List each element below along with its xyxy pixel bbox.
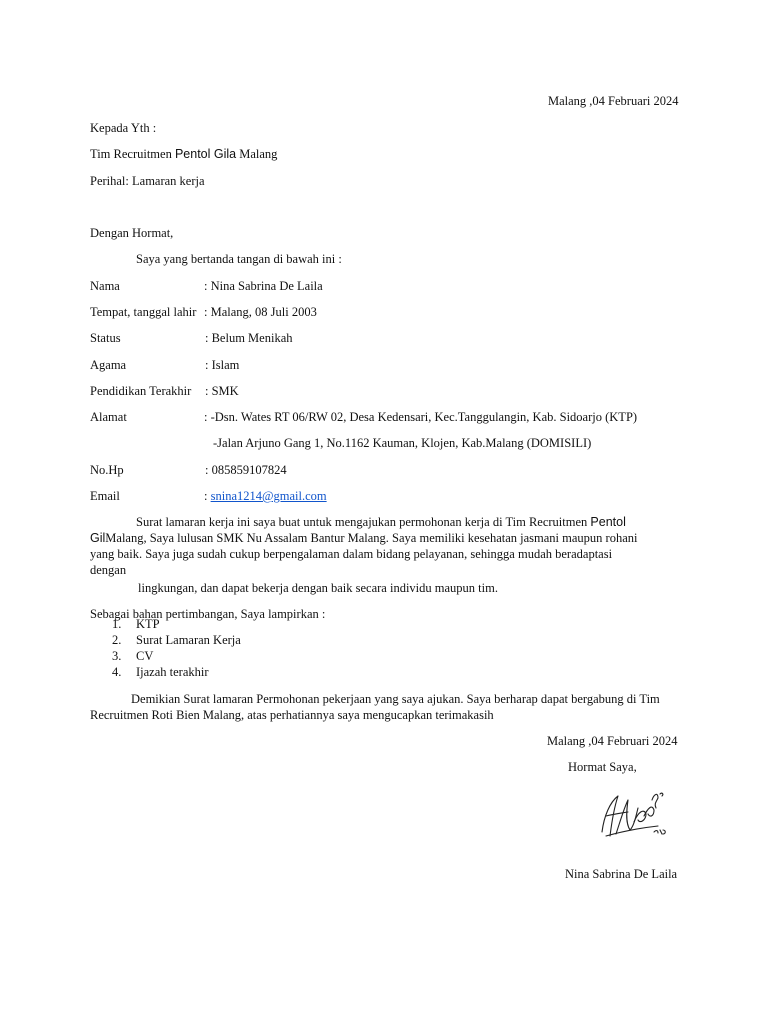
field-value-alamat-domisili: -Jalan Arjuno Gang 1, No.1162 Kauman, Klojen, Kab.Malang (DOMISILI) bbox=[213, 436, 592, 450]
letter-date-top: Malang ,04 Februari 2024 bbox=[548, 94, 679, 108]
field-label-nohp: No.Hp bbox=[90, 463, 124, 477]
field-label-alamat: Alamat bbox=[90, 410, 127, 424]
attachment-item-4: Ijazah terakhir bbox=[136, 665, 209, 679]
letter-intro: Saya yang bertanda tangan di bawah ini : bbox=[136, 252, 342, 266]
attachment-num-4: 4. bbox=[112, 665, 122, 679]
field-value-nohp: : 085859107824 bbox=[205, 463, 287, 477]
letter-subject: Perihal: Lamaran kerja bbox=[90, 174, 205, 188]
recipient-company: Pentol Gila bbox=[174, 147, 237, 161]
field-label-pendidikan: Pendidikan Terakhir bbox=[90, 384, 192, 398]
handwritten-signature bbox=[596, 786, 672, 844]
attachment-num-3: 3. bbox=[112, 649, 122, 663]
field-value-ttl: : Malang, 08 Juli 2003 bbox=[204, 305, 317, 319]
body-line-1-company: Pentol bbox=[590, 515, 626, 529]
field-value-agama: : Islam bbox=[205, 358, 240, 372]
email-link[interactable]: snina1214@gmail.com bbox=[210, 489, 327, 503]
signer-name: Nina Sabrina De Laila bbox=[565, 867, 678, 881]
field-value-alamat-ktp: : -Dsn. Wates RT 06/RW 02, Desa Kedensari, Kec.Tanggulangin, Kab. Sidoarjo (KTP) bbox=[204, 410, 638, 424]
field-value-nama: : Nina Sabrina De Laila bbox=[204, 279, 323, 293]
field-label-ttl: Tempat, tanggal lahir bbox=[90, 305, 197, 319]
attachment-item-3: CV bbox=[136, 649, 154, 663]
regards: Hormat Saya, bbox=[568, 760, 637, 774]
field-label-status: Status bbox=[90, 331, 121, 345]
field-value-email bbox=[204, 489, 327, 504]
field-label-agama: Agama bbox=[90, 358, 127, 372]
attachment-item-2: Surat Lamaran Kerja bbox=[136, 633, 241, 647]
recipient-suffix: Malang bbox=[236, 147, 278, 161]
field-label-email: Email bbox=[90, 489, 120, 503]
body-line-1 bbox=[136, 515, 626, 530]
closing-line-1: Demikian Surat lamaran Permohonan pekerjaan yang saya ajukan. Saya berharap dapat bergabung di Tim bbox=[131, 692, 660, 706]
field-value-status: : Belum Menikah bbox=[205, 331, 293, 345]
attachment-item-1: KTP bbox=[136, 617, 160, 631]
recipient-label: Kepada Yth : bbox=[90, 121, 157, 135]
attachment-num-2: 2. bbox=[112, 633, 122, 647]
attachments-intro: Sebagai bahan pertimbangan, Saya lampirkan : bbox=[90, 607, 326, 621]
body-line-4: dengan bbox=[90, 563, 127, 577]
letter-greeting: Dengan Hormat, bbox=[90, 226, 174, 240]
email-prefix: : bbox=[204, 489, 211, 503]
body-line-1-text: Surat lamaran kerja ini saya buat untuk mengajukan permohonan kerja di Tim Recruitmen bbox=[136, 515, 591, 529]
body-line-2 bbox=[90, 531, 637, 546]
field-label-nama: Nama bbox=[90, 279, 120, 293]
body-line-3: yang baik. Saya juga sudah cukup berpengalaman dalam bidang pelayanan, sehingga mudah beradaptasi bbox=[90, 547, 613, 561]
attachment-num-1: 1. bbox=[112, 617, 122, 631]
field-value-pendidikan: : SMK bbox=[205, 384, 239, 398]
recipient-line bbox=[90, 147, 277, 162]
recipient-prefix: Tim Recruitmen bbox=[90, 147, 175, 161]
body-line-5: lingkungan, dan dapat bekerja dengan baik secara individu maupun tim. bbox=[138, 581, 498, 595]
closing-line-2: Recruitmen Roti Bien Malang, atas perhatiannya saya mengucapkan terimakasih bbox=[90, 708, 494, 722]
body-line-2-text: Malang, Saya lulusan SMK Nu Assalam Bantur Malang. Saya memiliki kesehatan jasmani maupun rohani bbox=[105, 531, 638, 545]
letter-date-bottom: Malang ,04 Februari 2024 bbox=[547, 734, 678, 748]
body-line-2-company: Gil bbox=[90, 531, 106, 545]
